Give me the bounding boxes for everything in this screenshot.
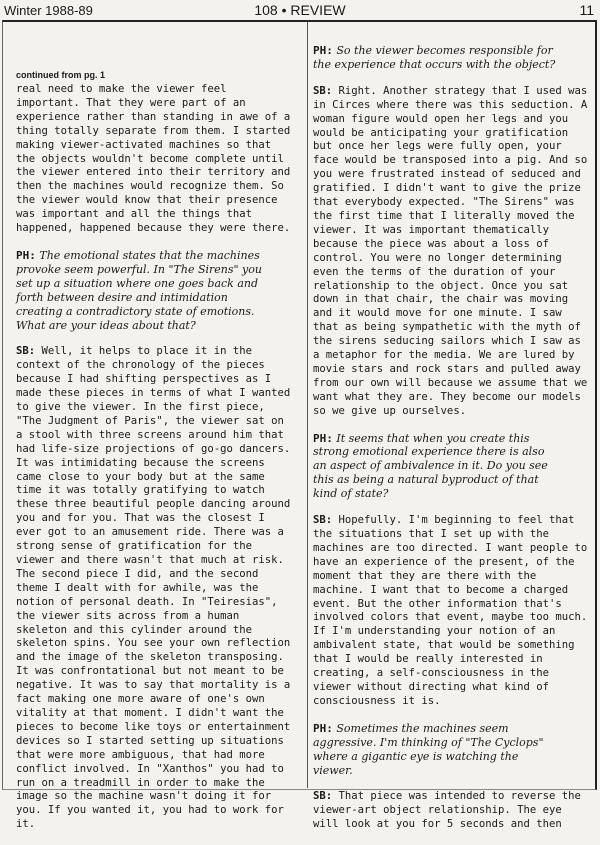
page-number: 11	[579, 2, 594, 18]
publication-title: 108 • REVIEW	[254, 2, 346, 18]
column-divider	[307, 22, 308, 788]
answer-paragraph	[16, 83, 302, 236]
answer-paragraph	[16, 345, 302, 832]
speaker-label: SB:	[313, 790, 333, 803]
question-paragraph	[313, 44, 593, 72]
speaker-label: PH:	[313, 44, 333, 57]
question-paragraph	[16, 249, 302, 332]
paragraph-text: Sometimes the machines seem aggressive. I'm thinking of "The Cyclops" where a gigantic eye is watching the viewer.	[313, 721, 544, 777]
paragraph-text: Right. Another strategy that I used was in Circes where there was this seduction. A woman figure would open her legs and you would be anticipating your gratification but once her legs were fully open, your face would be transposed into a pig. And so you were frustrated instead of seduced and gratified. I didn't want to give the prize that everybody expected. "The Sirens" was the first time that I literally moved the viewer. It was important thematically because the piece was about a loss of control. You were no longer determining even the terms of the duration of your relationship to the object. Once you sat down in that chair, the chair was moving and it would move for one minute. I saw that as being sympathetic with the myth of the sirens seducing sailors which I saw as a metaphor for the media. We are lured by movie stars and rock stars and pulled away from our own will because we assume that we want what they are. They become our models so we give up ourselves.	[313, 84, 588, 417]
paragraph-text: Hopefully. I'm beginning to feel that the situations that I set up with the machines are too directed. I want people to have an experience of the present, of the moment that they are there with the machine. I want that to become a charged event. But the other information that's involved colors that event, maybe too much. If I'm understanding your notion of an ambivalent state, that would be something that I would be really interested in creating, a self-consciousness in the viewer without directing what kind of consciousness it is.	[313, 514, 588, 707]
issue-date: Winter 1988-89	[4, 3, 93, 18]
continued-note: continued from pg. 1	[16, 70, 105, 80]
paragraph-text: The emotional states that the machines provoke seem powerful. In "The Sirens" you set up a situation where one goes back and forth between desire and intimidation creating a contradictory state of emotions. What are your ideas about that?	[16, 248, 262, 332]
speaker-label: PH:	[16, 248, 36, 262]
speaker-label: PH:	[313, 721, 333, 735]
speaker-label: PH:	[313, 431, 333, 445]
answer-paragraph	[313, 790, 593, 832]
left-column	[16, 70, 302, 845]
answer-paragraph	[313, 514, 593, 709]
page-header	[0, 0, 600, 22]
answer-paragraph	[313, 85, 593, 419]
right-column	[313, 44, 593, 845]
speaker-label: SB:	[313, 84, 333, 97]
paragraph-text: That piece was intended to reverse the viewer-art object relationship. The eye will look at you for 5 seconds and then	[313, 790, 581, 831]
paragraph-text: real need to make the viewer feel important. That they were part of an experience rather than standing in awe of a thing totally separate from them. I started making viewer-activated machines so that the objects wouldn't become complete until the viewer entered into their territory and then the machines would recognize them. So the viewer would know that their presence was important and all the things that happened, happened because they were there.	[16, 83, 291, 235]
question-paragraph	[313, 432, 593, 502]
speaker-label: SB:	[313, 514, 333, 527]
paragraph-text: Well, it helps to place it in the context of the chronology of the pieces because I had shifting perspectives as I made these pieces in terms of what I wanted to give the viewer. In the first piece, "The Judgment of Paris", the viewer sat on a stool with three screens around him that had life-size projections of go-go dancers. It was intimidating because the screens came close to your body but at the same time it was totally gratifying to watch these three beautiful people dancing around you and for you. That was the closest I ever got to an amusement ride. There was a strong sense of gratification for the viewer and there wasn't that much at risk. The second piece I did, and the second theme I dealt with for awhile, was the notion of personal death. In "Teiresias", the viewer sits across from a human skeleton and this cylinder around the skeleton spins. You see your own reflection and the image of the skeleton transposing. It was confrontational but not meant to be negative. It was to say that mortality is a fact making one more aware of one's own vitality at that moment. I didn't want the pieces to become like toys or entertainment devices so I started setting up situations that were more ambiguous, that had more conflict involved. In "Xanthos" you had to run on a treadmill in order to make the image so the machine wasn't doing it for you. If you wanted it, you had to work for it.	[16, 345, 291, 831]
paragraph-text: It seems that when you create this strong emotional experience there is also an aspect of ambivalence in it. Do you see this as being a natural byproduct of that kind of state?	[313, 431, 548, 501]
speaker-label: SB:	[16, 345, 36, 358]
question-paragraph	[313, 722, 593, 778]
paragraph-text: So the viewer becomes responsible for the experience that occurs with the object?	[313, 44, 556, 71]
